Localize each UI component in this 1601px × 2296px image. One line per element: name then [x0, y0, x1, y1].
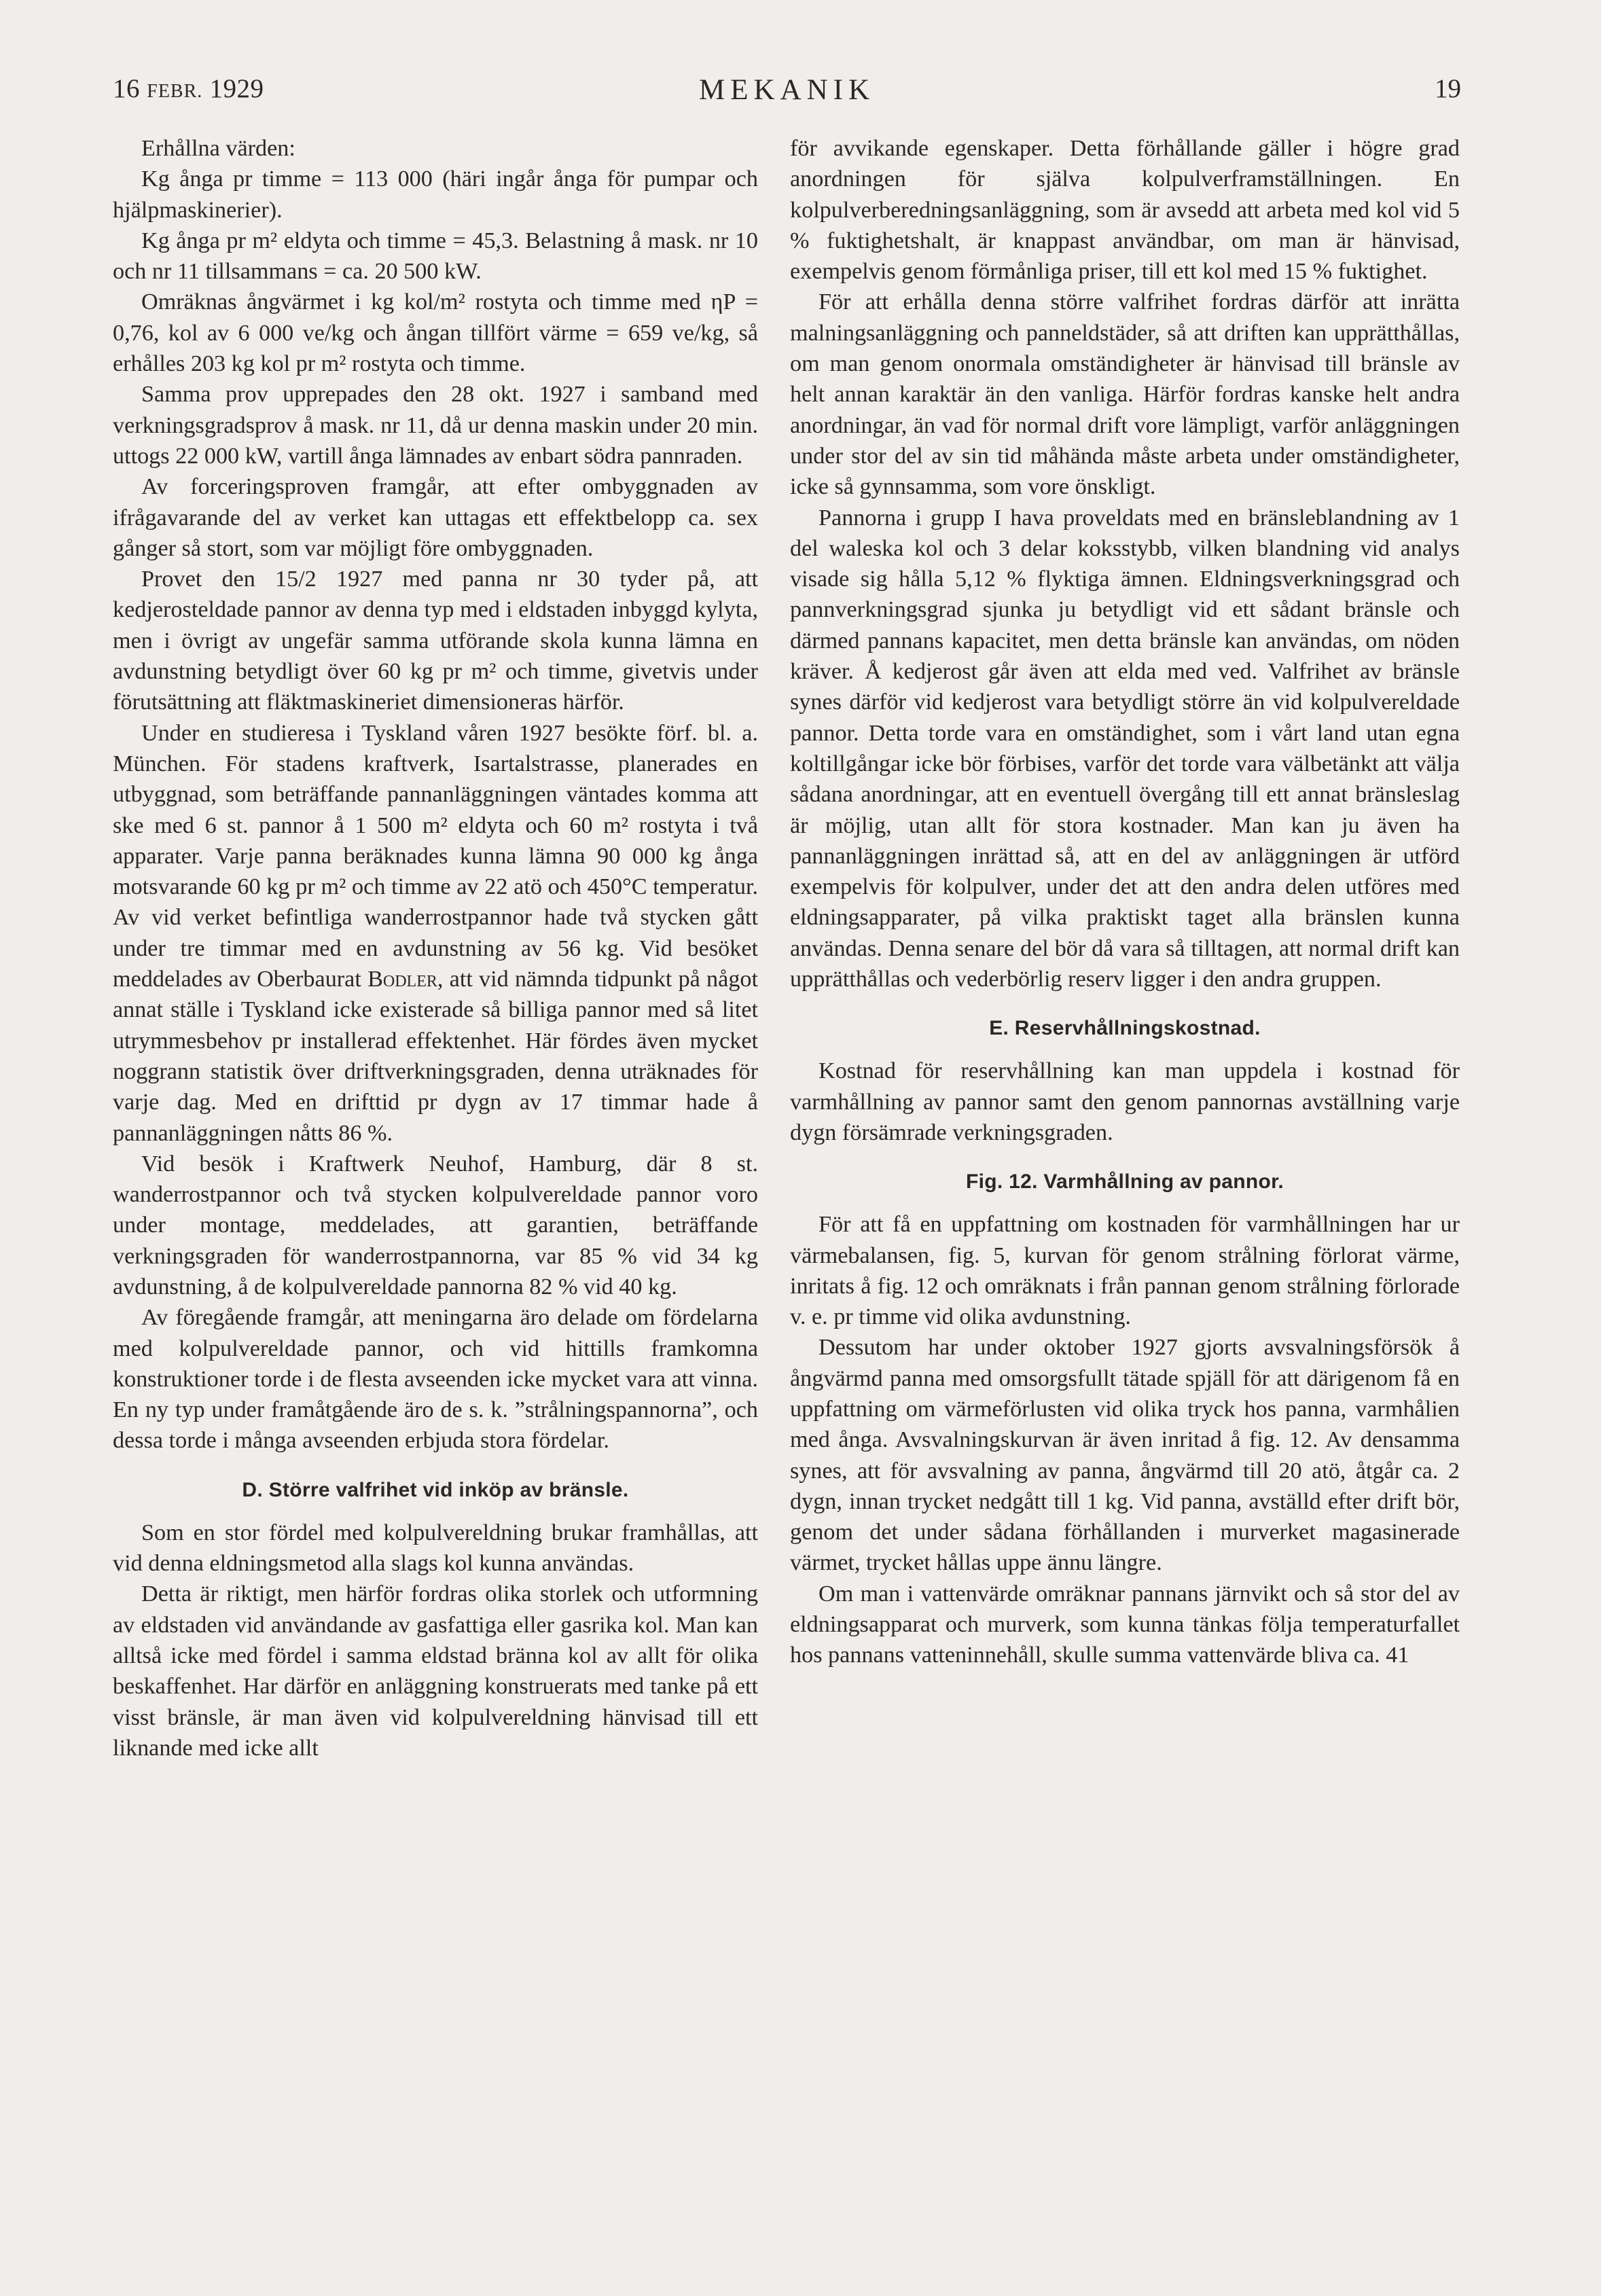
paragraph: Av föregående framgår, att meningarna äro delade om fördelarna med kolpulvereldade pannor, och vid hittills framkomna konstruktioner torde i de flesta avseenden icke mycket vara att vinna. En ny typ under framåtgående äro de s. k. ”strålningspannorna”, och dessa torde i många avseenden erbjuda stora fördelar.: [113, 1305, 758, 1454]
paragraph: Pannorna i grupp I hava proveldats med en bränsleblandning av 1 del waleska kol och 3 delar koksstybb, vilken blandning vid analys visade sig hålla 5,12 % flyktiga ämnen. Eldningsverkningsgrad och pannverkningsgrad sjunka ju betydligt vid ett sådant bränsle och därmed pannans kapacitet, men detta bränsle kan användas, om nöden kräver. Å kedjerost går även att elda med ved. Valfrihet av bränsle synes därför vid kedjerost vara betydligt större än vid kolpulvereldade pannor. Detta torde vara en omständighet, som i vårt land utan egna koltillgångar icke bör förbises, varför det torde vara välbetänkt att välja sådana anordningar, att en eventuell övergång till ett annat bränsleslag är möjlig, utan allt för stora kostnader. Man kan ju även ha pannanläggningen inrättad så, att en del av anläggningen är utförd exempelvis för kolpulver, under det att den andra delen utföres med eldningsapparater, på vilka praktiskt taget alla bränslen kunna användas. Denna senare del bör då vara så tilltagen, att normal drift kan upprätthållas och vederbörlig reserv ligger i den andra gruppen.: [790, 505, 1460, 992]
page-number: 19: [1435, 74, 1461, 103]
paragraph: Samma prov upprepades den 28 okt. 1927 i samband med verkningsgradsprov å mask. nr 11, då ur denna maskin under 20 min. uttogs 22 000 kW, vartill ånga lämnades av enbart södra pannraden.: [113, 382, 758, 469]
paragraph: Provet den 15/2 1927 med panna nr 30 tyder på, att kedjerosteldade pannor av denna typ med i eldstaden inbyggd kylyta, men i övrigt av ungefär samma utförande skola kunna lämna en avdunstning betydligt över 60 kg pr m² och timme, givetvis under förutsättning att fläktmaskineriet dimensioneras härför.: [113, 567, 758, 715]
paragraph: Omräknas ångvärmet i kg kol/m² rostyta och timme med ηP = 0,76, kol av 6 000 ve/kg och ångan tillfört värme = 659 ve/kg, så erhålles 203 kg kol pr m² rostyta och timme.: [113, 289, 758, 377]
section-heading-d: D. Större valfrihet vid inköp av bränsle.: [242, 1478, 629, 1501]
person-name: Bodler: [367, 967, 437, 992]
paragraph: Detta är riktigt, men härför fordras olika storlek och utformning av eldstaden vid användande av gasfattiga eller gasrika kol. Man kan alltså icke med fördel i samma eldstad bränna kol av allt för olika beskaffenhet. Har därför en anläggning konstruerats med tanke på ett visst bränsle, är man även vid kolpulvereldning hänvisad till ett liknande med icke allt: [113, 1581, 758, 1761]
journal-title: MEKANIK: [698, 74, 876, 106]
paragraph: Kg ånga pr timme = 113 000 (häri ingår ånga för pumpar och hjälpmaskinerier).: [113, 166, 758, 223]
paragraph: Erhållna värden:: [141, 136, 295, 161]
paragraph: Kostnad för reservhållning kan man uppdela i kostnad för varmhållning av pannor samt den genom pannornas avställning varje dygn försämrade verkningsgraden.: [790, 1058, 1460, 1145]
paragraph-text: , att vid nämnda tidpunkt på något annat ställe i Tyskland icke existerade så billiga pannor med så litet utrymmesbehov pr installerad effektenhet. Här fördes även mycket noggrann statistik över driftverkningsgraden, denna uträknades för varje dag. Med en drifttid pr dygn av 17 timmar hade å pannanläggningen nåtts 86 %.: [113, 967, 759, 1146]
paragraph: [113, 718, 758, 1149]
header-day: 16: [113, 74, 140, 103]
paragraph-text: Under en studieresa i Tyskland våren 1927 besökte förf. bl. a. München. För stadens kraftverk, Isartalstrasse, planerades en utbyggnad, som beträffande pannanläggningen väntades komma att ske med 6 st. pannor å 1 500 m² eldyta och 60 m² rostyta i två apparater. Varje panna beräknades kunna lämna 90 000 kg ånga motsvarande 60 kg pr m² och timme av 22 atö och 450°C temperatur. Av vid verket befintliga wanderrostpannor hade två stycken gått under tre timmar med en avdunstning av 56 kg. Vid besöket meddelades av Oberbaurat: [113, 720, 758, 992]
paragraph: för avvikande egenskaper. Detta förhållande gäller i högre grad anordningen för själva kolpulverframställningen. En kolpulverberedningsanläggning, som är avsedd att arbeta med kol vid 5 % fuktighetshalt, är knappast användbar, om man är hänvisad, exempelvis genom förmånliga priser, till ett kol med 15 % fuktighet.: [790, 136, 1460, 285]
paragraph: Kg ånga pr m² eldyta och timme = 45,3. Belastning å mask. nr 10 och nr 11 tillsammans = ca. 20 500 kW.: [113, 228, 758, 285]
paragraph: Dessutom har under oktober 1927 gjorts avsvalningsförsök å ångvärmd panna med omsorgsfullt tätade spjäll för att därigenom få en uppfattning om värmeförlusten vid olika tryck hos panna, varmhålien med ånga. Avsvalningskurvan är även inritad å fig. 12. Av densamma synes, att för avsvalning av panna, ångvärmd till 20 atö, åtgår ca. 2 dygn, innan trycket nedgått till 1 kg. Vid panna, avställd efter drift bör, genom det under sådana förhållanden i murverket magasinerade värmet, trycket hållas uppe ännu längre.: [790, 1335, 1460, 1576]
paragraph: Av forceringsproven framgår, att efter ombyggnaden av ifrågavarande del av verket kan uttagas ett effektbelopp ca. sex gånger så stort, som var möjligt före ombyggnaden.: [113, 474, 758, 561]
figure-heading: Fig. 12. Varmhållning av pannor.: [965, 1170, 1284, 1194]
section-heading-e: E. Reservhållningskostnad.: [989, 1017, 1261, 1040]
paragraph: Vid besök i Kraftwerk Neuhof, Hamburg, där 8 st. wanderrostpannor och två stycken kolpulvereldade pannor voro under montage, meddelades, att garantien, beträffande verkningsgraden för wanderrostpannorna, var 85 % vid 34 kg avdunstning, å de kolpulvereldade pannorna 82 % vid 40 kg.: [113, 1151, 758, 1299]
paragraph: Som en stor fördel med kolpulvereldning brukar framhållas, att vid denna eldningsmetod alla slags kol kunna användas.: [113, 1520, 758, 1577]
right-column: [790, 133, 1460, 1671]
header-year: 1929: [209, 74, 264, 103]
header-month: FEBR.: [147, 81, 203, 102]
running-header: [113, 73, 1461, 114]
paragraph: För att få en uppfattning om kostnaden för varmhållningen har ur värmebalansen, fig. 5, kurvan för genom strålning förlorat värme, inritats å fig. 12 och omräknats i från pannan genom strålning förlorade v. e. pr timme vid olika avdunstning.: [790, 1212, 1460, 1330]
left-column: [113, 133, 758, 1763]
paragraph: För att erhålla denna större valfrihet fordras därför att inrätta malningsanläggning och panneldstäder, så att driften kan upprätthållas, om man genom onormala omständigheter är hänvisad till bränsle av helt annan karaktär än den vanliga. Härför fordras kanske helt andra anordningar, än vad för normal drift vore lämpligt, varför anläggningen under stor del av sin tid måhända måste arbeta under omständigheter, icke så gynnsamma, som vore önskligt.: [790, 289, 1460, 500]
paragraph: Om man i vattenvärde omräknar pannans järnvikt och så stor del av eldningsapparat och murverk, som kunna tänkas följa temperaturfallet hos pannans vatteninnehåll, skulle summa vattenvärde bliva ca. 41: [790, 1581, 1460, 1668]
